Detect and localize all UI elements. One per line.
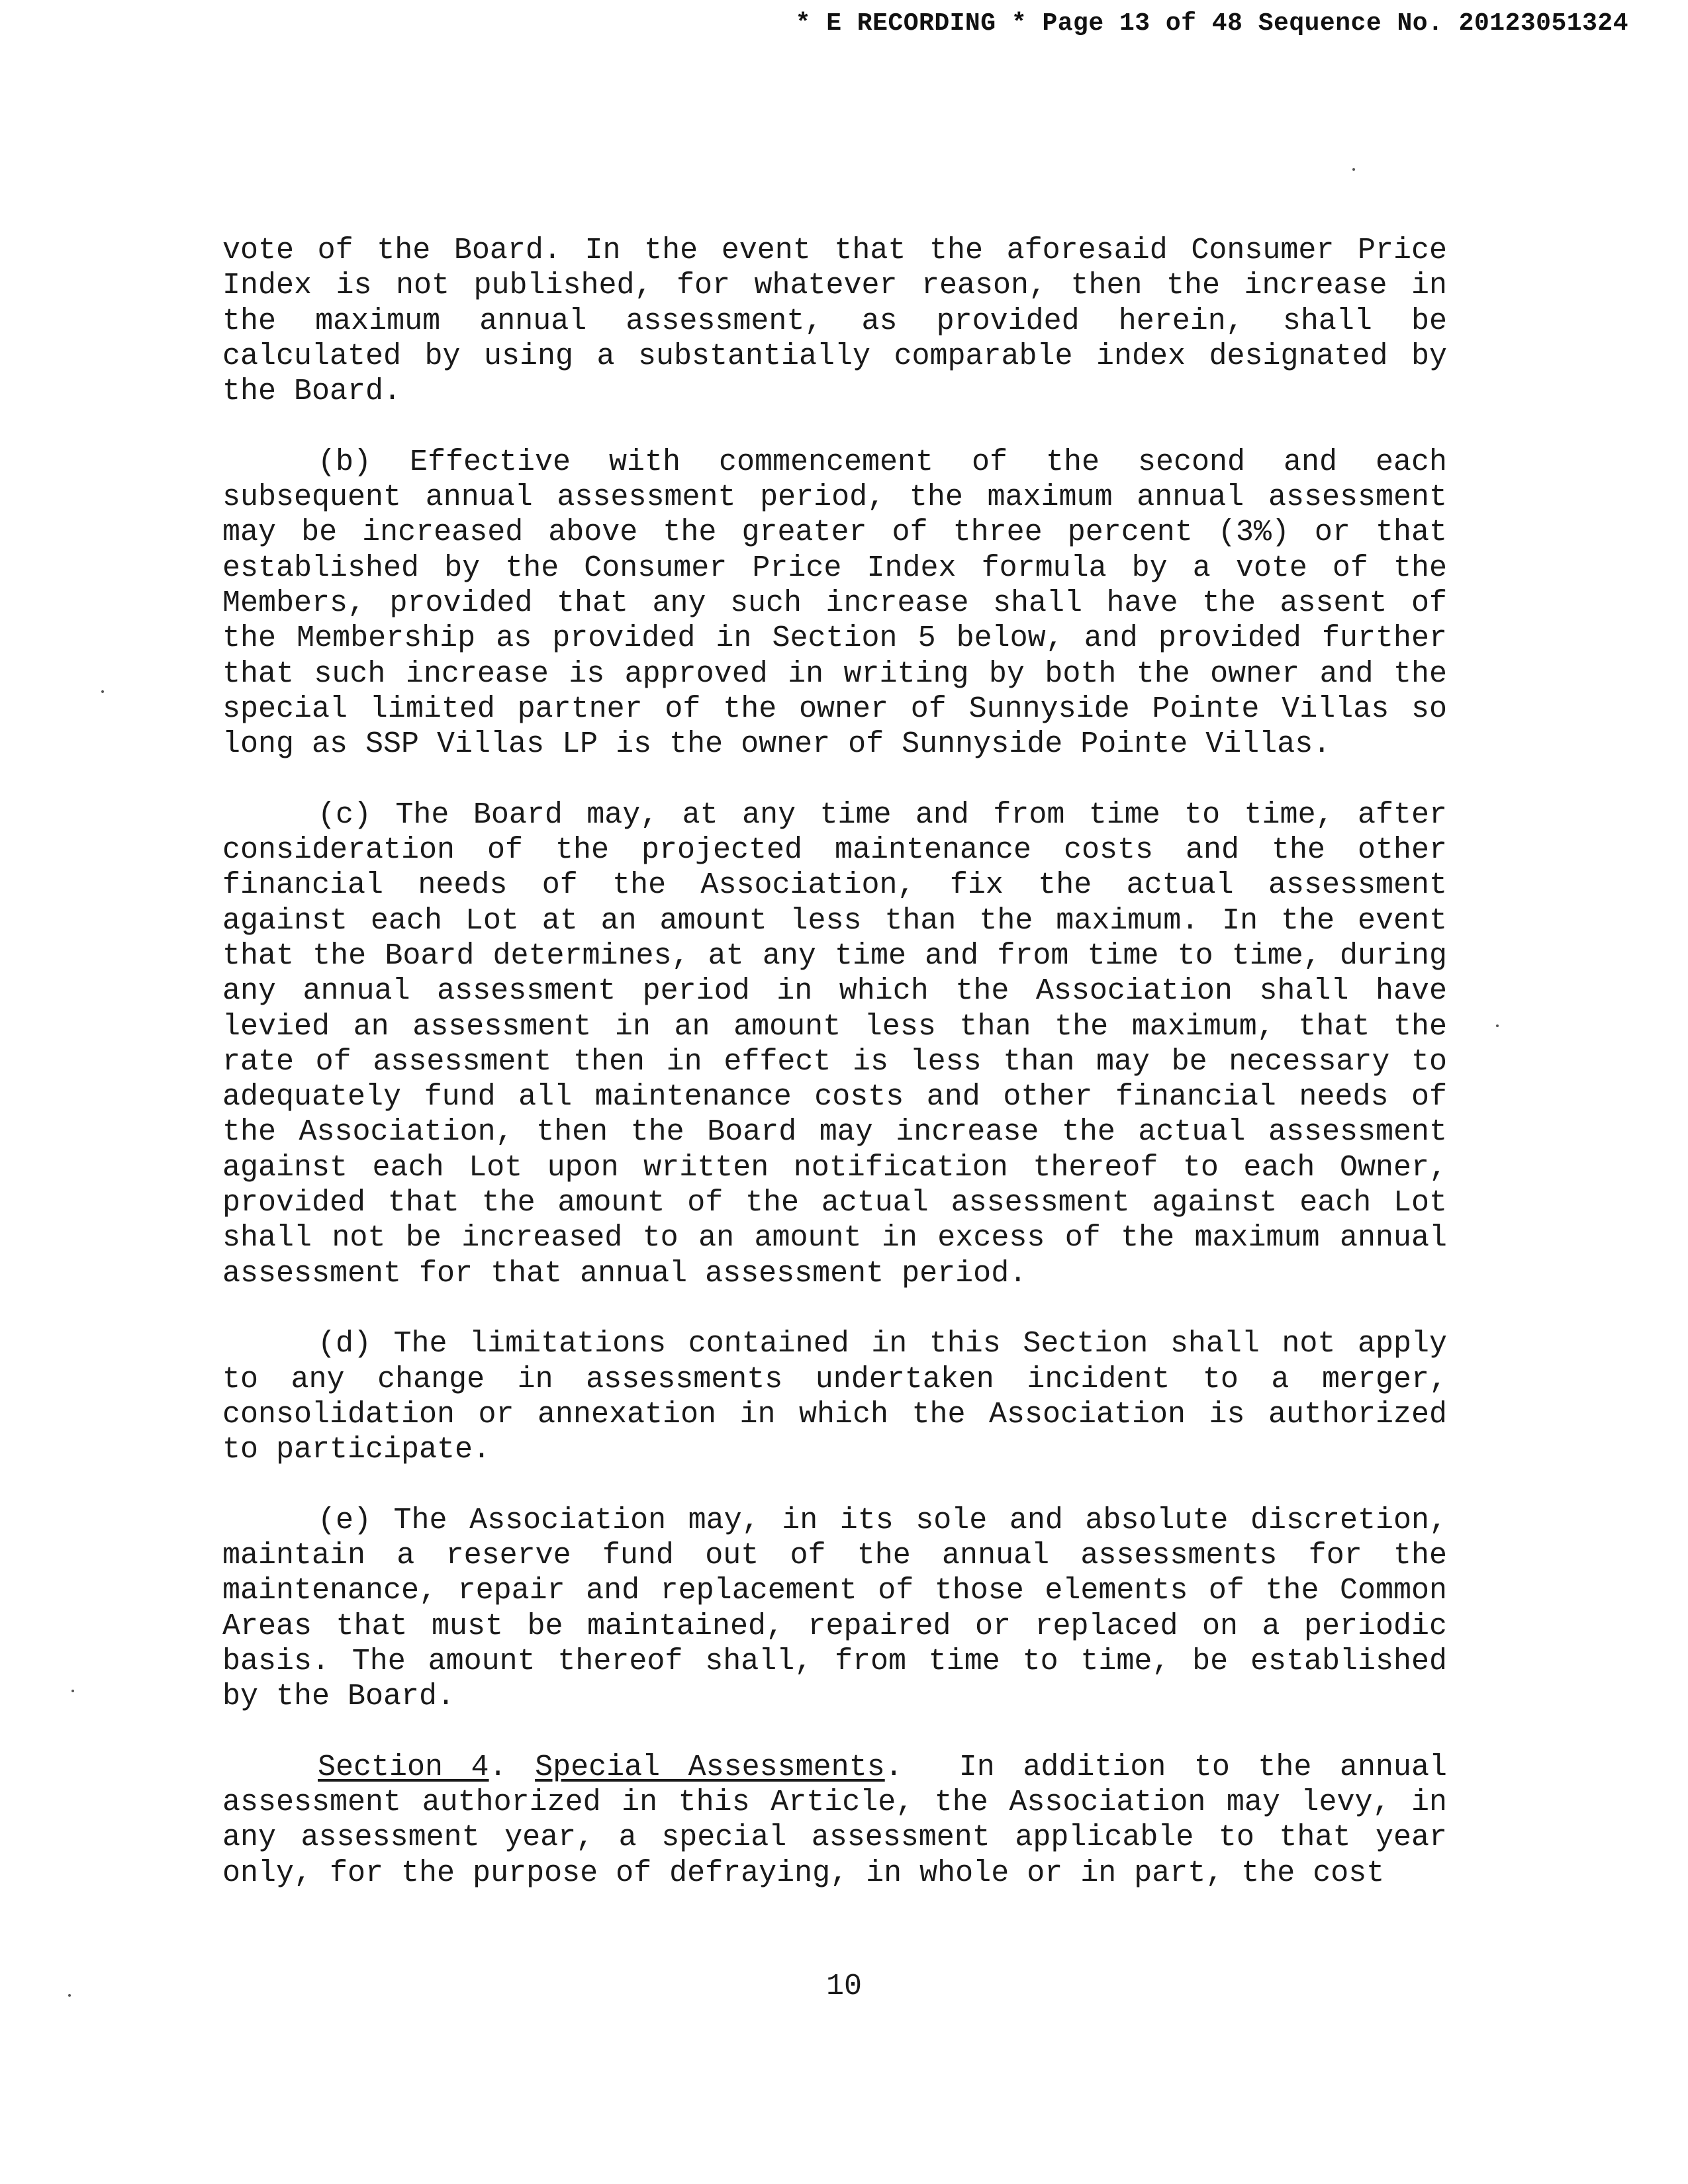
- paragraph-e: (e) The Association may, in its sole and absolute discretion, maintain a reserve fund out of the annual assessments for the maintenance, repair and replacement of those elements of the Common Areas that must be maintained, repaired or replaced on a periodic basis. The amount thereof shall, from time to time, be established by the Board.: [222, 1503, 1447, 1714]
- paragraph-d: (d) The limitations contained in this Section shall not apply to any change in assessments undertaken incident to a merger, consolidation or annexation in which the Association is authorized to participate.: [222, 1327, 1447, 1467]
- section-4-end-punct: .: [884, 1750, 903, 1784]
- scan-speck: [1496, 1024, 1499, 1027]
- section-4-separator: .: [489, 1750, 536, 1784]
- paragraph-b: (b) Effective with commencement of the second and each subsequent annual assessment period, the maximum annual assessment may be increased above the greater of three percent (3%) or that established by the Consumer Price Index formula by a vote of the Members, provided that any such increase shall have the assent of the Membership as provided in Section 5 below, and provided further that such increase is approved in writing by both the owner and the special limited partner of the owner of Sunnyside Pointe Villas so long as SSP Villas LP is the owner of Sunnyside Pointe Villas.: [222, 445, 1447, 762]
- paragraph-section-4: [222, 1750, 1447, 1891]
- scan-speck: [68, 1994, 71, 1997]
- scan-speck: [71, 1690, 74, 1692]
- recording-header: * E RECORDING * Page 13 of 48 Sequence No. 20123051324: [795, 9, 1628, 38]
- paragraph-cpi-continuation: vote of the Board. In the event that the aforesaid Consumer Price Index is not published, for whatever reason, then the increase in the maximum annual assessment, as provided herein, shall be calculated by using a substantially comparable index designated by the Board.: [222, 234, 1447, 409]
- document-body: [222, 233, 1447, 1926]
- paragraph-c: (c) The Board may, at any time and from time to time, after consideration of the projected maintenance costs and the other financial needs of the Association, fix the actual assessment against each Lot at an amount less than the maximum. In the event that the Board determines, at any time and from time to time, during any annual assessment period in which the Association shall have levied an assessment in an amount less than the maximum, that the rate of assessment then in effect is less than may be necessary to adequately fund all maintenance costs and other financial needs of the Association, then the Board may increase the actual assessment against each Lot upon written notification thereof to each Owner, provided that the amount of the actual assessment against each Lot shall not be increased to an amount in excess of the maximum annual assessment for that annual assessment period.: [222, 797, 1447, 1291]
- section-4-number: Section 4: [318, 1750, 489, 1784]
- section-4-title: Special Assessments: [535, 1750, 885, 1784]
- scan-speck: [101, 690, 104, 693]
- section-4-text: In addition to the annual assessment authorized in this Article, the Association may levy, in any assessment year, a special assessment applicable to that year only, for the purpose of defraying, in whole or in part, the cost: [222, 1750, 1447, 1890]
- page-number: 10: [825, 1970, 862, 2003]
- scan-speck: [1352, 168, 1355, 171]
